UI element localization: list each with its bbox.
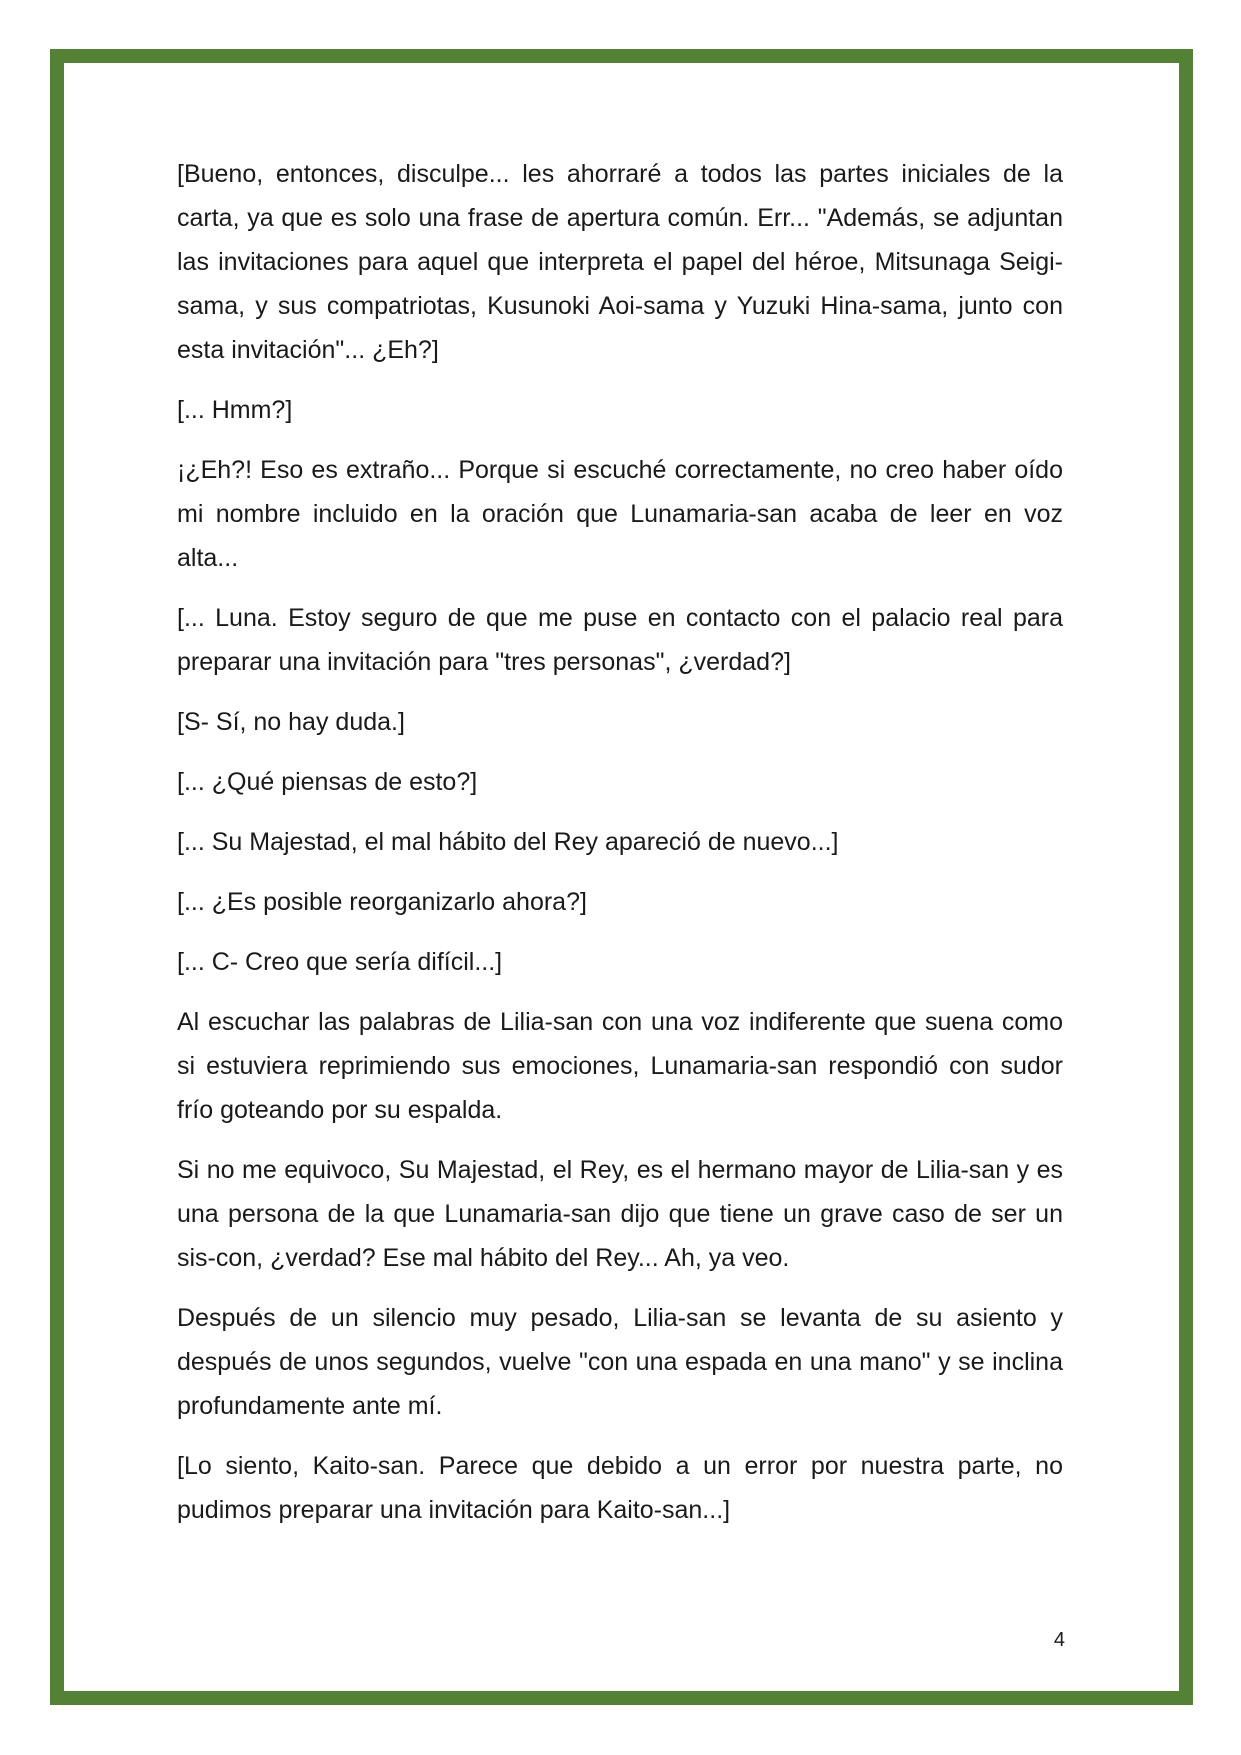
paragraph-7: [... Su Majestad, el mal hábito del Rey apareció de nuevo...] xyxy=(177,828,839,856)
paragraph-8: [... ¿Es posible reorganizarlo ahora?] xyxy=(177,888,587,916)
document-body xyxy=(177,152,1063,1548)
paragraph-2: [... Hmm?] xyxy=(177,396,293,424)
paragraph-3: ¡¿Eh?! Eso es extraño... Porque si escuché correctamente, no creo haber oído mi nombre incluido en la oración que Lunamaria-san acaba de leer en voz alta... xyxy=(177,456,1063,572)
paragraph-1: [Bueno, entonces, disculpe... les ahorraré a todos las partes iniciales de la carta, ya que es solo una frase de apertura común. Err... "Además, se adjuntan las invitaciones para aquel que interpreta el papel del héroe, Mitsunaga Seigi-sama, y sus compatriotas, Kusunoki Aoi-sama y Yuzuki Hina-sama, junto con esta invitación"... ¿Eh?] xyxy=(177,160,1063,364)
paragraph-5: [S- Sí, no hay duda.] xyxy=(177,708,405,736)
paragraph-12: Después de un silencio muy pesado, Lilia-san se levanta de su asiento y después de unos segundos, vuelve "con una espada en una mano" y se inclina profundamente ante mí. xyxy=(177,1304,1063,1420)
paragraph-10: Al escuchar las palabras de Lilia-san con una voz indiferente que suena como si estuviera reprimiendo sus emociones, Lunamaria-san respondió con sudor frío goteando por su espalda. xyxy=(177,1008,1063,1124)
paragraph-11: Si no me equivoco, Su Majestad, el Rey, es el hermano mayor de Lilia-san y es una persona de la que Lunamaria-san dijo que tiene un grave caso de ser un sis-con, ¿verdad? Ese mal hábito del Rey... Ah, ya veo. xyxy=(177,1156,1063,1272)
paragraph-9: [... C- Creo que sería difícil...] xyxy=(177,948,503,976)
page-number: 4 xyxy=(1053,1629,1065,1651)
paragraph-4: [... Luna. Estoy seguro de que me puse en contacto con el palacio real para preparar una invitación para "tres personas", ¿verdad?] xyxy=(177,604,1063,676)
paragraph-13: [Lo siento, Kaito-san. Parece que debido a un error por nuestra parte, no pudimos preparar una invitación para Kaito-san...] xyxy=(177,1452,1063,1524)
paragraph-6: [... ¿Qué piensas de esto?] xyxy=(177,768,478,796)
